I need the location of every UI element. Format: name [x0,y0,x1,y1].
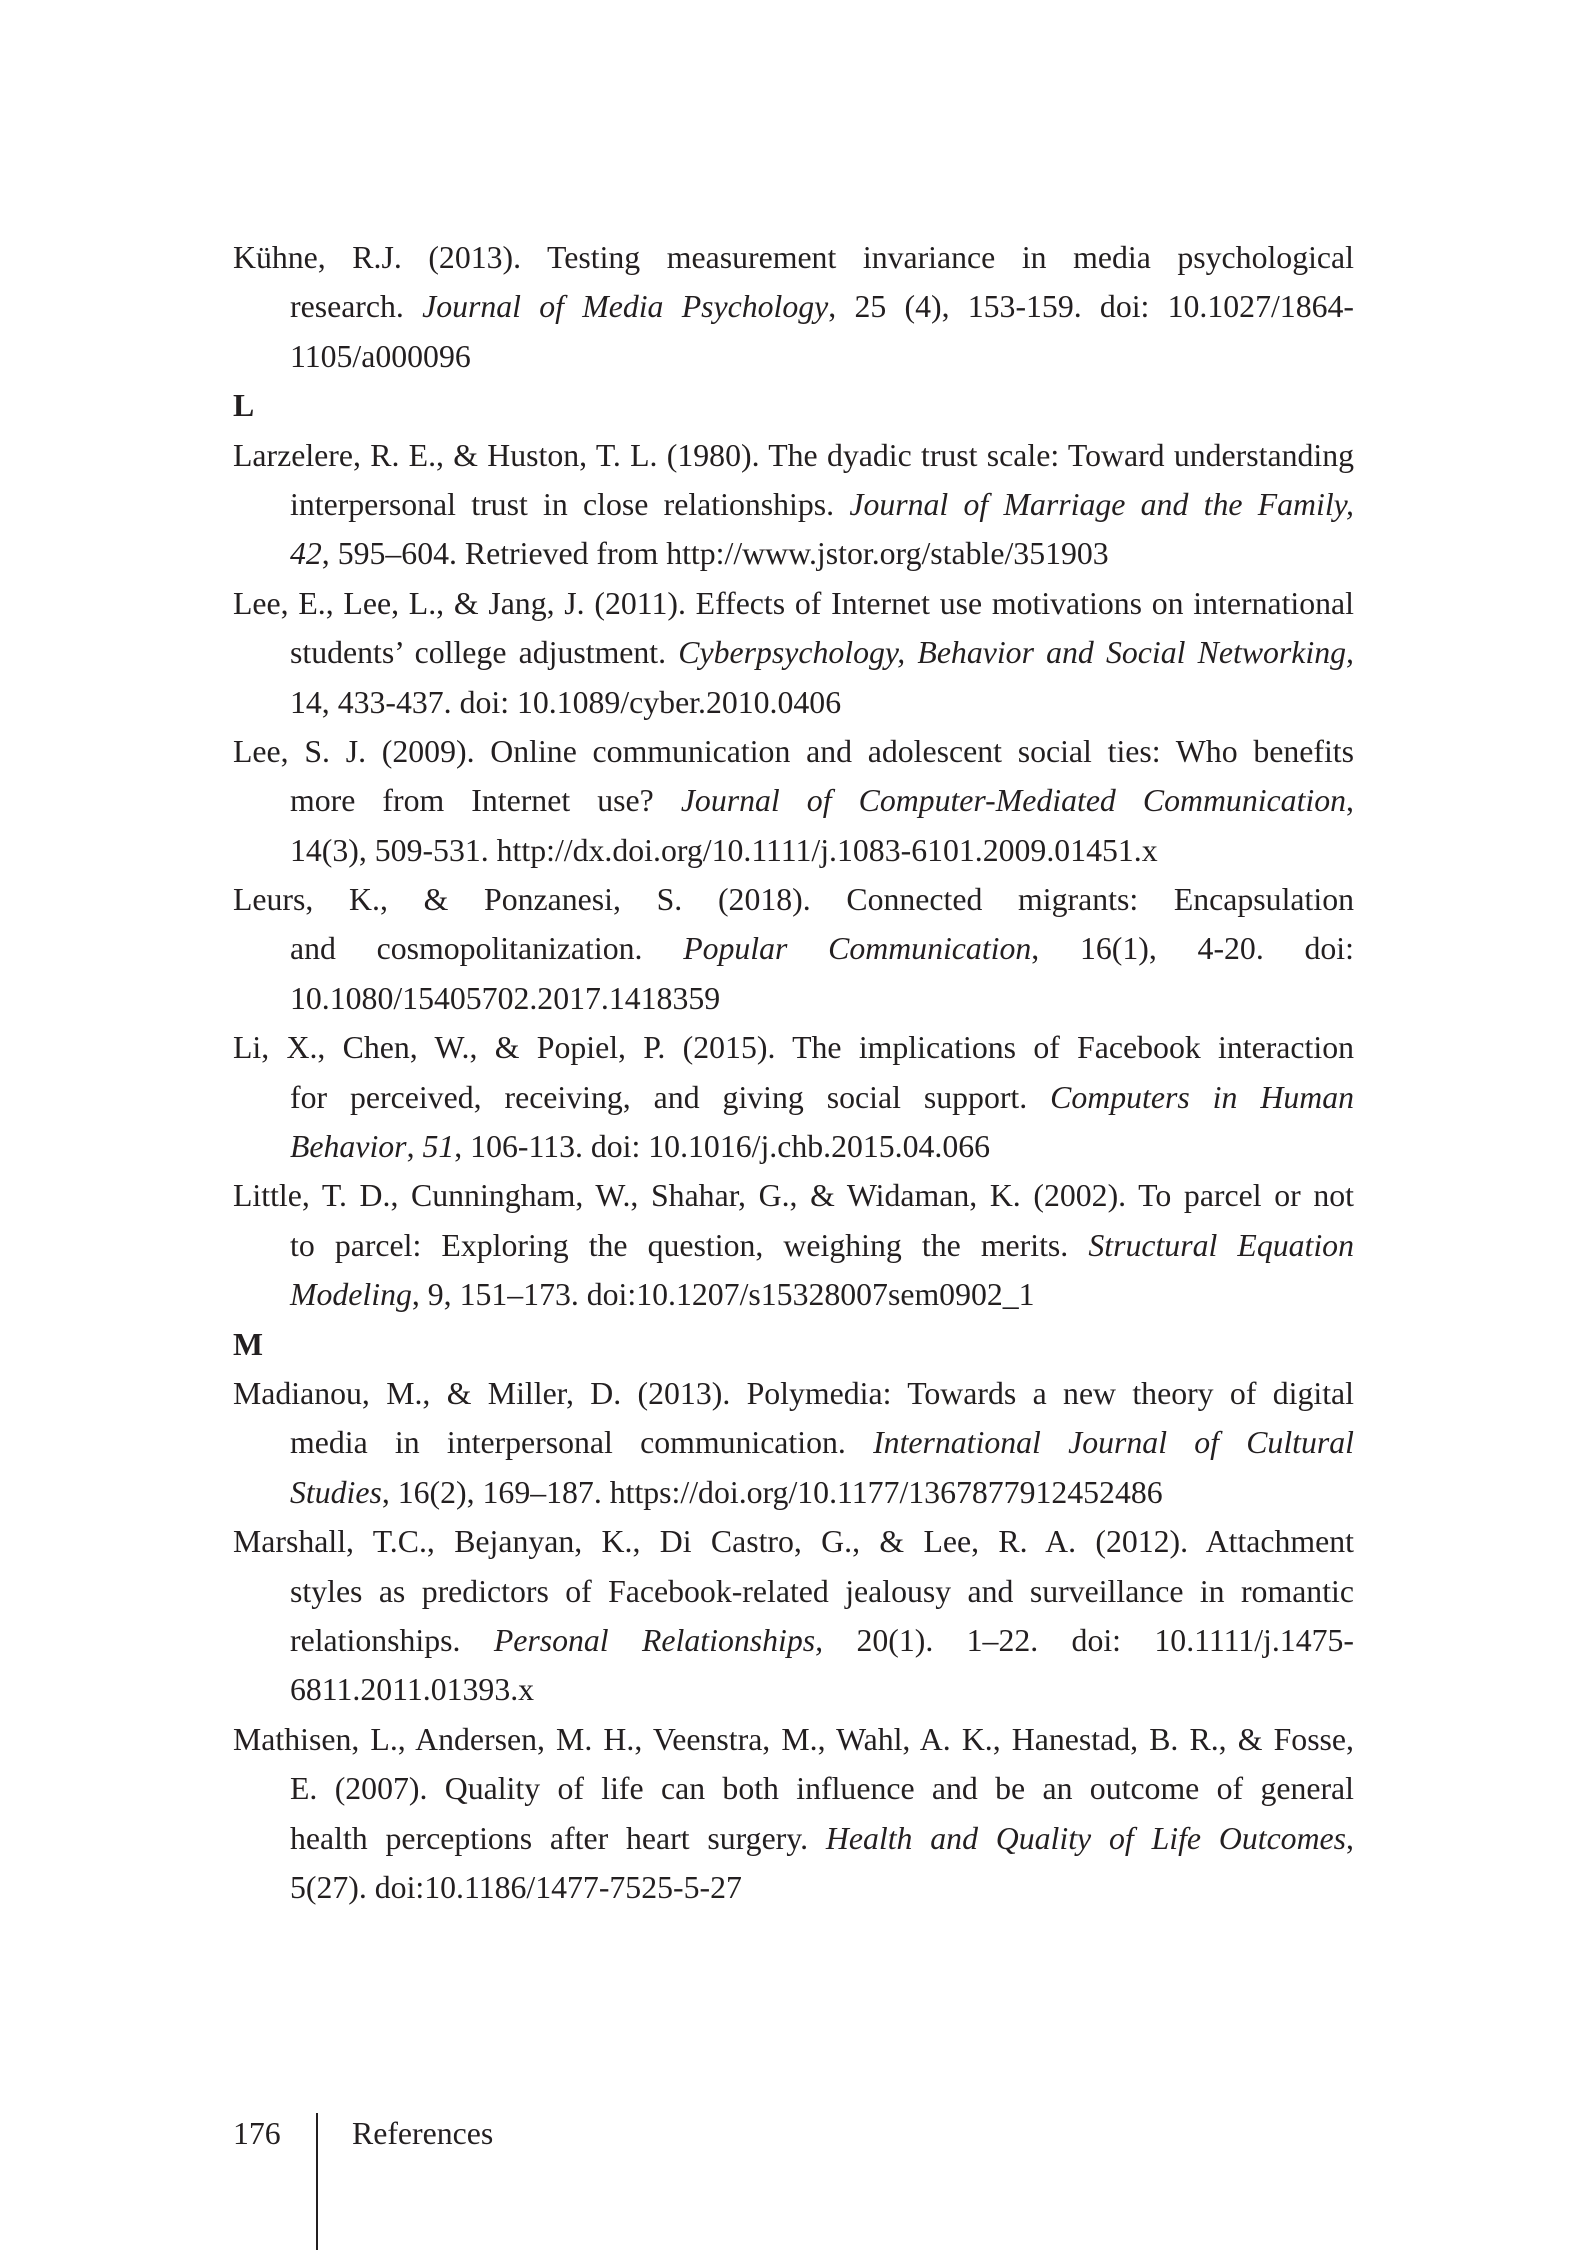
italic-segment: Popular Communication [683,931,1032,967]
reference-line [233,1369,1354,1418]
reference-line [233,974,1354,1023]
reference-line [233,1122,1354,1171]
running-title: References [352,2116,494,2151]
text-segment: interpersonal trust in close relationships. [290,486,850,522]
text-segment: , 9, 151–173. doi:10.1207/s15328007sem0902_1 [411,1277,1035,1313]
reference-line [233,826,1354,875]
text-segment: Madianou, M., & Miller, D. (2013). Polymedia: Towards a new theory of digital [233,1375,1354,1411]
text-segment: Kühne, R.J. (2013). Testing measurement invariance in media psychological [233,240,1354,275]
italic-segment: Cyberpsychology, Behavior and Social Networking, [678,635,1354,671]
reference-entry [233,1171,1354,1319]
reference-entry [233,1517,1354,1715]
reference-entry [233,1369,1354,1517]
text-segment: E. (2007). Quality of life can both influence and be an outcome of general [290,1771,1354,1807]
text-segment: for perceived, receiving, and giving social support. [290,1079,1051,1115]
reference-entry [233,875,1354,1023]
text-segment: , 25 (4), 153-159. doi: 10.1027/1864- [828,289,1354,325]
text-segment: Leurs, K., & Ponzanesi, S. (2018). Connected migrants: Encapsulation [233,882,1354,918]
italic-segment: Modeling [290,1277,412,1313]
text-segment: Lee, S. J. (2009). Online communication and adolescent social ties: Who benefits [233,733,1354,769]
text-segment: Marshall, T.C., Bejanyan, K., Di Castro, G., & Lee, R. A. (2012). Attachment [233,1524,1354,1560]
italic-segment: Behavior [290,1129,407,1165]
text-segment: Mathisen, L., Andersen, M. H., Veenstra, M., Wahl, A. K., Hanestad, B. R., & Fosse, [233,1721,1354,1757]
italic-segment: Journal of Marriage and the Family, [849,486,1354,522]
text-segment: 10.1080/15405702.2017.1418359 [290,980,721,1016]
reference-line [233,1468,1354,1517]
reference-line [233,1863,1354,1912]
reference-line [233,1715,1354,1764]
reference-line [233,282,1354,331]
text-segment: styles as predictors of Facebook-related jealousy and surveillance in romantic [290,1573,1354,1609]
reference-line [233,529,1354,578]
text-segment: 1105/a000096 [290,338,471,374]
reference-line [233,1023,1354,1072]
reference-line [233,431,1354,480]
reference-line [233,1517,1354,1566]
text-segment: Li, X., Chen, W., & Popiel, P. (2015). The implications of Facebook interaction [233,1030,1354,1066]
reference-line [233,1665,1354,1714]
text-segment: Lee, E., Lee, L., & Jang, J. (2011). Effects of Internet use motivations on international [233,585,1354,621]
text-segment: more from Internet use? [290,783,681,819]
text-segment: students’ college adjustment. [290,635,679,671]
reference-line [233,1418,1354,1467]
text-segment: Little, T. D., Cunningham, W., Shahar, G., & Widaman, K. (2002). To parcel or not [233,1178,1354,1214]
footer-rule [316,2113,318,2250]
italic-segment: Personal Relationships, [493,1622,824,1658]
reference-entry [233,579,1354,727]
page-number: 176 [233,2116,281,2151]
text-segment: 6811.2011.01393.x [290,1672,535,1708]
italic-segment: Journal of Media Psychology [422,289,829,325]
reference-line [233,776,1354,825]
text-segment: , 16(2), 169–187. https://doi.org/10.1177/1367877912452486 [381,1474,1163,1510]
text-segment: health perceptions after heart surgery. [290,1820,826,1856]
text-segment: media in interpersonal communication. [290,1425,874,1461]
reference-line [233,579,1354,628]
italic-segment: 42 [290,536,322,572]
text-segment: , 106-113. doi: 10.1016/j.chb.2015.04.066 [454,1129,991,1165]
reference-line [233,1270,1354,1319]
reference-line [233,1616,1354,1665]
reference-line [233,480,1354,529]
text-segment: , 595–604. Retrieved from http://www.jstor.org/stable/351903 [321,536,1109,572]
reference-entry [233,1715,1354,1913]
reference-entry [233,1023,1354,1171]
text-segment: relationships. [290,1622,494,1658]
reference-line [233,875,1354,924]
text-segment: and cosmopolitanization. [290,931,684,967]
italic-segment: Journal of Computer-Mediated Communication [680,783,1347,819]
section-letter-heading: L [233,388,255,424]
italic-segment: Health and Quality of Life Outcomes [825,1820,1347,1856]
italic-segment: International Journal of Cultural [873,1425,1354,1461]
reference-line [233,678,1354,727]
reference-line [233,332,1354,381]
reference-line [233,1764,1354,1813]
reference-line [233,727,1354,776]
reference-list [233,233,1354,1912]
reference-line [233,1567,1354,1616]
text-segment: 5(27). doi:10.1186/1477-7525-5-27 [290,1869,742,1905]
italic-segment: Structural Equation [1088,1227,1354,1263]
text-segment: 20(1). 1–22. doi: 10.1111/j.1475- [823,1622,1354,1658]
text-segment: , [1346,783,1354,819]
text-segment: , [1346,1820,1354,1856]
reference-entry [233,233,1354,381]
text-segment: Larzelere, R. E., & Huston, T. L. (1980). The dyadic trust scale: Toward understanding [233,437,1354,473]
text-segment: , [406,1129,423,1165]
italic-segment: Studies [290,1474,382,1510]
text-segment: , 16(1), 4-20. doi: [1031,931,1354,967]
text-segment: to parcel: Exploring the question, weighing the merits. [290,1227,1089,1263]
reference-line [233,233,1354,282]
text-segment: 14(3), 509-531. http://dx.doi.org/10.1111/j.1083-6101.2009.01451.x [290,832,1158,868]
italic-segment: 51 [422,1129,455,1165]
text-segment: research. [290,289,423,325]
reference-entry [233,431,1354,579]
reference-line [233,1073,1354,1122]
reference-line [233,628,1354,677]
reference-entry [233,727,1354,875]
reference-line [233,924,1354,973]
reference-line [233,1171,1354,1220]
text-segment: 14, 433-437. doi: 10.1089/cyber.2010.0406 [290,684,842,720]
reference-line [233,1221,1354,1270]
italic-segment: Computers in Human [1050,1079,1354,1115]
reference-line [233,1814,1354,1863]
section-letter-heading: M [233,1326,264,1362]
